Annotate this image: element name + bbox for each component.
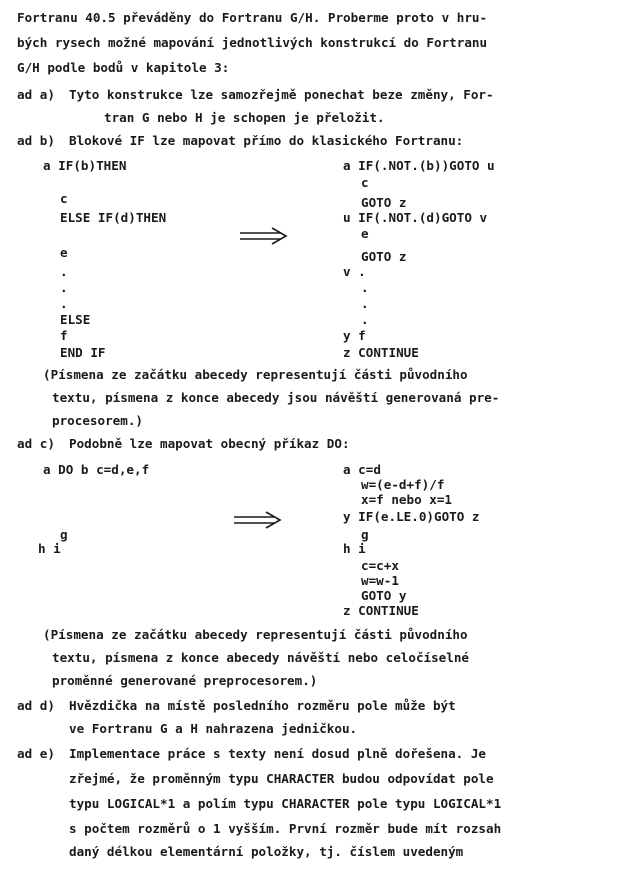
code-line: e <box>60 245 68 260</box>
item-e-text: zřejmé, že proměnným typu CHARACTER budou odpovídat pole <box>69 771 494 786</box>
code-line: a IF(.NOT.(b))GOTO u <box>343 158 495 173</box>
code-line: z CONTINUE <box>343 603 419 618</box>
code-line: GOTO z <box>361 195 407 210</box>
item-c-note: proměnné generované preprocesorem.) <box>52 673 318 688</box>
item-a-text: Tyto konstrukce lze samozřejmě ponechat beze změny, For- <box>69 87 494 102</box>
code-line: GOTO y <box>361 588 407 603</box>
item-c-note: textu, písmena z konce abecedy návěští nebo celočíselné <box>52 650 470 665</box>
code-line: z CONTINUE <box>343 345 419 360</box>
item-label-a: ad a) <box>17 87 55 102</box>
item-label-d: ad d) <box>17 698 55 713</box>
code-line: a IF(b)THEN <box>43 158 127 173</box>
code-line: . <box>361 296 369 311</box>
code-line: h i <box>38 541 61 556</box>
code-line: e <box>361 226 369 241</box>
code-line: a DO b c=d,e,f <box>43 462 150 477</box>
intro-line: Fortranu 40.5 převáděny do Fortranu G/H. Proberme proto v hru- <box>17 10 488 25</box>
item-a-text: tran G nebo H je schopen je přeložit. <box>104 110 385 125</box>
code-line: ELSE <box>60 312 91 327</box>
code-line: GOTO z <box>361 249 407 264</box>
code-line: a c=d <box>343 462 381 477</box>
code-line: w=w-1 <box>361 573 399 588</box>
item-e-text: s počtem rozměrů o 1 vyšším. První rozměr bude mít rozsah <box>69 821 502 836</box>
item-c-note: (Písmena ze začátku abecedy representují části původního <box>43 627 468 642</box>
intro-line: G/H podle bodů v kapitole 3: <box>17 60 230 75</box>
item-b-note: procesorem.) <box>52 413 143 428</box>
code-line: c=c+x <box>361 558 399 573</box>
item-b-note: textu, písmena z konce abecedy jsou návěští generovaná pre- <box>52 390 500 405</box>
code-line: h i <box>343 541 366 556</box>
intro-line: bých rysech možné mapování jednotlivých konstrukcí do Fortranu <box>17 35 488 50</box>
code-line: c <box>361 175 369 190</box>
code-line: g <box>361 527 369 542</box>
code-line: u IF(.NOT.(d)GOTO v <box>343 210 488 225</box>
code-line: . <box>60 296 68 311</box>
maps-to-arrow-icon <box>232 510 284 530</box>
item-b-note: (Písmena ze začátku abecedy representují části původního <box>43 367 468 382</box>
item-b-text: Blokové IF lze mapovat přímo do klasického Fortranu: <box>69 133 464 148</box>
item-e-text: Implementace práce s texty není dosud plně dořešena. Je <box>69 746 487 761</box>
code-line: . <box>361 312 369 327</box>
item-d-text: Hvězdička na místě posledního rozměru pole může být <box>69 698 456 713</box>
item-label-c: ad c) <box>17 436 55 451</box>
code-line: . <box>60 264 68 279</box>
code-line: c <box>60 191 68 206</box>
item-d-text: ve Fortranu G a H nahrazena jedničkou. <box>69 721 358 736</box>
item-c-text: Podobně lze mapovat obecný příkaz DO: <box>69 436 350 451</box>
code-line: v . <box>343 264 366 279</box>
code-line: w=(e-d+f)/f <box>361 477 445 492</box>
code-line: END IF <box>60 345 106 360</box>
code-line: ELSE IF(d)THEN <box>60 210 167 225</box>
code-line: . <box>361 280 369 295</box>
code-line: y IF(e.LE.0)GOTO z <box>343 509 480 524</box>
item-label-b: ad b) <box>17 133 55 148</box>
item-e-text: typu LOGICAL*1 a polím typu CHARACTER pole typu LOGICAL*1 <box>69 796 502 811</box>
item-e-text: daný délkou elementární položky, tj. číslem uvedeným <box>69 844 464 859</box>
code-line: g <box>60 527 68 542</box>
code-line: x=f nebo x=1 <box>361 492 452 507</box>
code-line: f <box>60 328 68 343</box>
code-line: y f <box>343 328 366 343</box>
code-line: . <box>60 280 68 295</box>
maps-to-arrow-icon <box>238 226 290 246</box>
item-label-e: ad e) <box>17 746 55 761</box>
